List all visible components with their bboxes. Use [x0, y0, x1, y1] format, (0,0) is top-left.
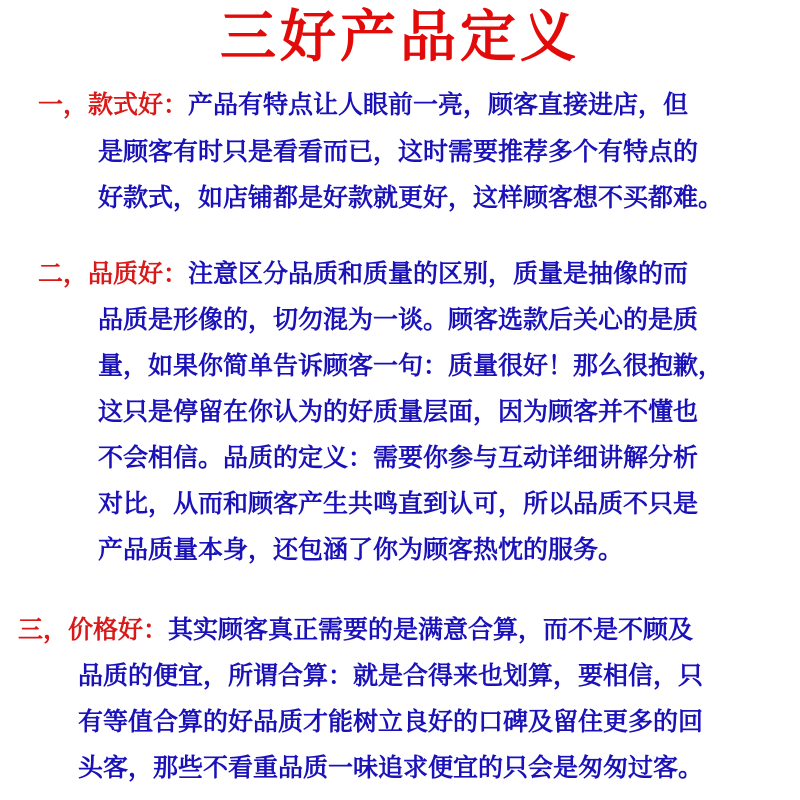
- section-2-line-3: 量，如果你简单告诉顾客一句：质量很好！那么很抱歉，: [98, 351, 724, 380]
- section-1-line-2: 是顾客有时只是看看而已，这时需要推荐多个有特点的: [98, 137, 699, 166]
- section-1-label: 一，款式好：: [38, 90, 189, 119]
- section-3-line-1: 其实顾客真正需要的是满意合算，而不是不顾及: [168, 615, 694, 644]
- section-2-line-6: 对比，从而和顾客产生共鸣直到认可，所以品质不只是: [98, 489, 699, 518]
- page-title: 三好产品定义: [220, 4, 580, 70]
- section-3-line-2: 品质的便宜，所谓合算：就是合得来也划算，要相信，只: [78, 661, 704, 690]
- section-2-line-5: 不会相信。品质的定义：需要你参与互动详细讲解分析: [98, 443, 699, 472]
- section-2-line-1: 注意区分品质和质量的区别，质量是抽像的而: [188, 259, 689, 288]
- section-1-line-3: 好款式，如店铺都是好款就更好，这样顾客想不买都难。: [98, 183, 724, 212]
- section-3-line-4: 头客，那些不看重品质一味追求便宜的只会是匆匆过客。: [78, 753, 704, 782]
- section-3-label: 三，价格好：: [18, 615, 169, 644]
- section-3-line-3: 有等值合算的好品质才能树立良好的口碑及留住更多的回: [78, 707, 704, 736]
- section-2-line-7: 产品质量本身，还包涵了你为顾客热忱的服务。: [98, 535, 624, 564]
- section-2-label: 二，品质好：: [38, 259, 189, 288]
- section-3-first-line: [18, 614, 693, 646]
- section-1-line-1: 产品有特点让人眼前一亮，顾客直接进店，但: [188, 90, 689, 119]
- section-2-line-4: 这只是停留在你认为的好质量层面，因为顾客并不懂也: [98, 397, 699, 426]
- section-1-first-line: [38, 89, 688, 121]
- section-2-line-2: 品质是形像的，切勿混为一谈。顾客选款后关心的是质: [98, 305, 699, 334]
- section-2-first-line: [38, 258, 688, 290]
